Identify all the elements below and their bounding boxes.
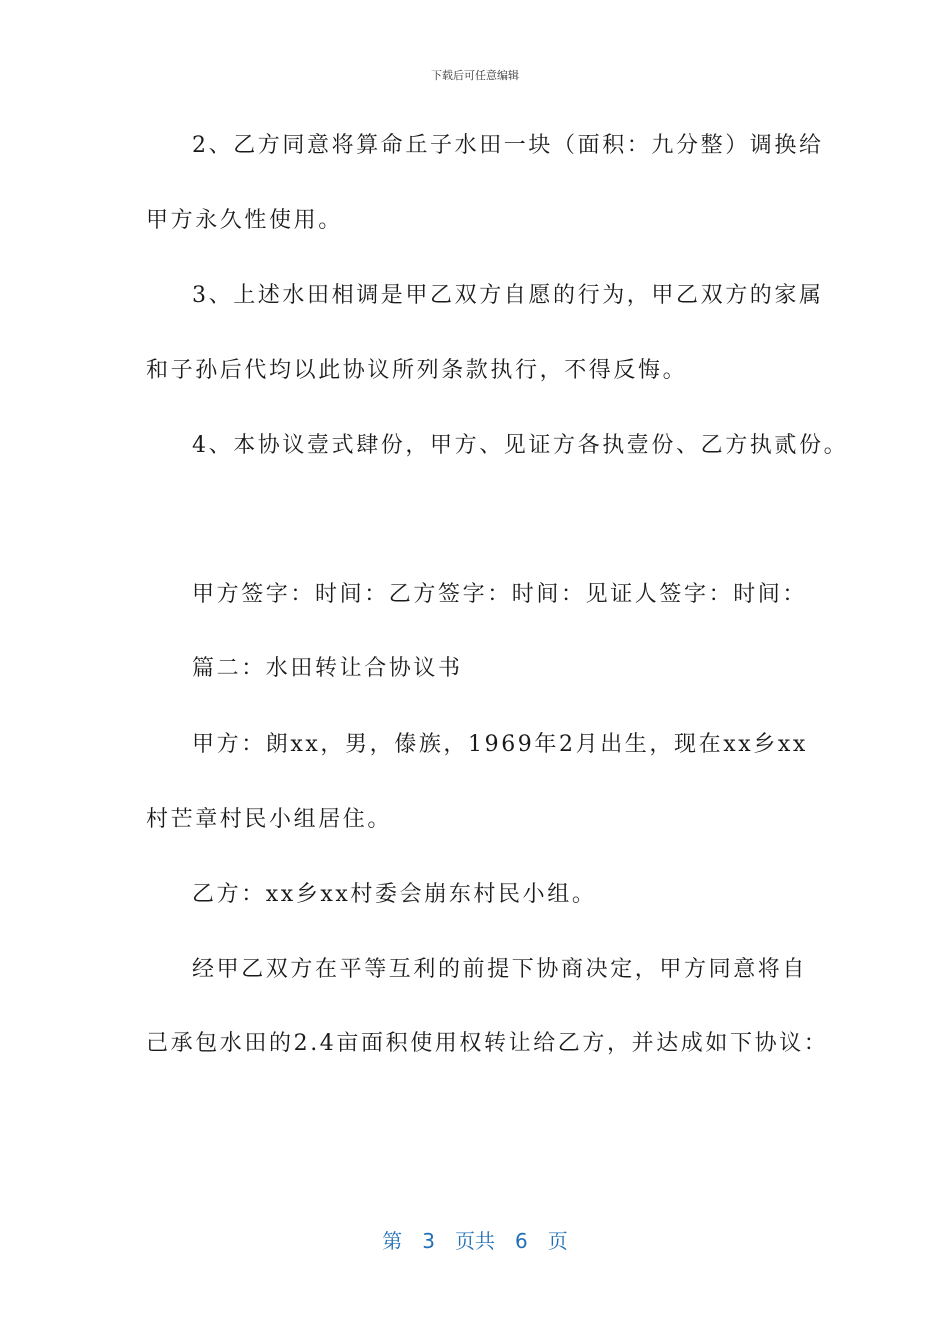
footer-current-page: 3: [422, 1229, 435, 1253]
page-footer: [0, 1225, 950, 1254]
footer-total-pages: 6: [515, 1229, 528, 1253]
page-header: 下载后可任意编辑: [431, 69, 519, 82]
clause-3-line-2: 和子孙后代均以此协议所列条款执行，不得反悔。: [146, 358, 688, 383]
footer-prefix: 第: [382, 1229, 403, 1253]
party-a-line-1: 甲方：朗xx，男，傣族，1969年2月出生，现在xx乡xx: [192, 732, 808, 757]
footer-mid: 页共: [455, 1229, 495, 1253]
footer-suffix: 页: [547, 1229, 568, 1253]
clause-2-line-2: 甲方永久性使用。: [146, 208, 343, 233]
section-title: 篇二：水田转让合协议书: [192, 656, 463, 681]
party-a-line-2: 村芒章村民小组居住。: [146, 807, 393, 832]
clause-2-line-1: 2、乙方同意将算命丘子水田一块（面积：九分整）调换给: [192, 133, 824, 158]
agreement-intro-line-2: 己承包水田的2.4亩面积使用权转让给乙方，并达成如下协议：: [146, 1031, 829, 1056]
signature-line: 甲方签字：时间：乙方签字：时间：见证人签字：时间：: [192, 582, 808, 607]
party-b-line: 乙方：xx乡xx村委会崩东村民小组。: [192, 882, 597, 907]
agreement-intro-line-1: 经甲乙双方在平等互利的前提下协商决定，甲方同意将自: [192, 957, 808, 982]
clause-4-line: 4、本协议壹式肆份，甲方、见证方各执壹份、乙方执贰份。: [192, 433, 849, 458]
clause-3-line-1: 3、上述水田相调是甲乙双方自愿的行为，甲乙双方的家属: [192, 283, 824, 308]
